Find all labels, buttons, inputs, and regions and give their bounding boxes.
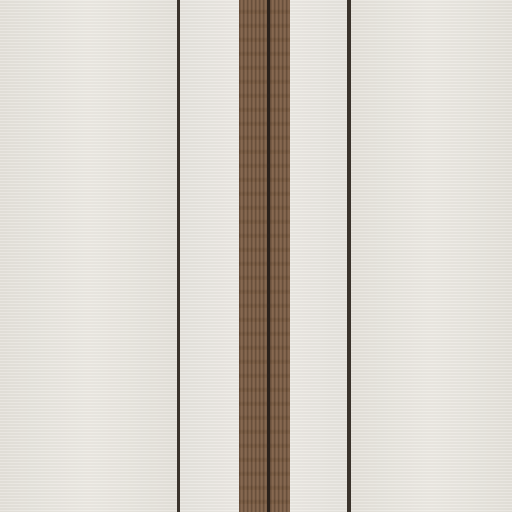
wood-strip-right: [270, 0, 290, 512]
cream-panel-left: [0, 0, 177, 512]
wood-strip-left: [239, 0, 267, 512]
cream-panel-right: [351, 0, 512, 512]
